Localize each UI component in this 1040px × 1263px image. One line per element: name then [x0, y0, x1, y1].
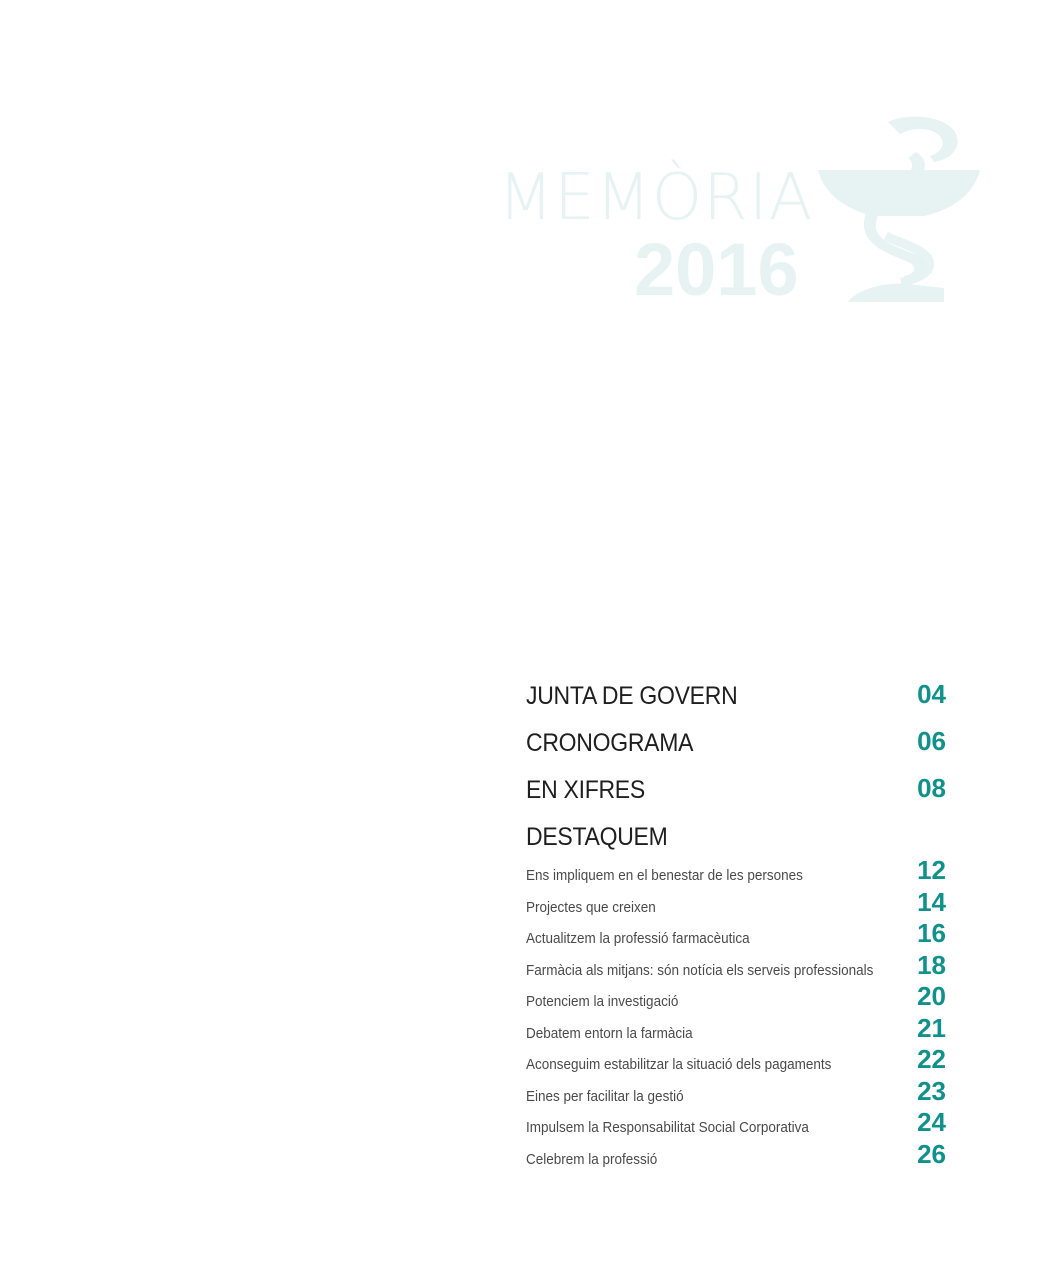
toc-entry-label: EN XIFRES — [526, 776, 645, 804]
toc-sub-entry-page: 24 — [917, 1107, 946, 1137]
toc-sub-entry-label: Impulsem la Responsabilitat Social Corporativa — [526, 1119, 809, 1136]
toc-sub-entry[interactable] — [526, 949, 946, 984]
toc-sub-entry-page: 18 — [917, 949, 946, 980]
toc-entry-en-xifres[interactable] — [526, 766, 946, 813]
toc-entry-label: CRONOGRAMA — [526, 729, 694, 757]
table-of-contents — [526, 672, 946, 1172]
toc-section-destaquem — [526, 813, 946, 857]
toc-sub-entry[interactable] — [526, 886, 946, 921]
toc-sub-entry-label: Ens impliquem en el benestar de les persones — [526, 867, 803, 884]
toc-sub-entry[interactable] — [526, 1012, 946, 1047]
toc-sub-entry-label: Projectes que creixen — [526, 898, 656, 916]
toc-sub-entry[interactable] — [526, 857, 946, 889]
toc-sub-entry-label: Eines per facilitar la gestió — [526, 1087, 684, 1105]
toc-sub-entry-page: 16 — [917, 918, 946, 948]
toc-entry-cronograma[interactable] — [526, 719, 946, 766]
title-memoria: MEMÒRIA — [498, 161, 814, 235]
toc-sub-entry-page: 26 — [917, 1138, 946, 1169]
toc-sub-entry-page: 21 — [917, 1012, 946, 1043]
toc-sub-entry-label: Celebrem la professió — [526, 1150, 658, 1168]
toc-sub-entry[interactable] — [526, 983, 946, 1015]
title-year: 2016 — [634, 228, 799, 311]
toc-sub-entry-page: 23 — [917, 1075, 946, 1106]
toc-sub-entry-page: 14 — [917, 886, 946, 917]
toc-sub-entry-label: Potenciem la investigació — [526, 993, 679, 1010]
toc-sub-entry-label: Debatem entorn la farmàcia — [526, 1024, 693, 1042]
toc-entry-page: 08 — [917, 773, 946, 803]
toc-sub-entry-page: 12 — [917, 855, 946, 885]
toc-sub-entry-label: Aconseguim estabilitzar la situació dels pagaments — [526, 1056, 832, 1073]
toc-sub-list — [526, 857, 946, 1172]
bowl-of-hygieia-icon — [818, 112, 980, 302]
toc-sub-entry-page: 22 — [917, 1044, 946, 1074]
toc-sub-entry[interactable] — [526, 920, 946, 952]
toc-entry-page: 06 — [917, 726, 946, 756]
toc-sub-entry[interactable] — [526, 1138, 946, 1173]
toc-sub-entry[interactable] — [526, 1075, 946, 1110]
toc-sub-entry-page: 20 — [917, 981, 946, 1011]
toc-sub-entry-label: Farmàcia als mitjans: són notícia els serveis professionals — [526, 961, 874, 979]
toc-sub-entry-label: Actualitzem la professió farmacèutica — [526, 930, 750, 947]
toc-sub-entry[interactable] — [526, 1109, 946, 1141]
toc-sub-entry[interactable] — [526, 1046, 946, 1078]
toc-entry-label: JUNTA DE GOVERN — [526, 682, 738, 710]
toc-section-label: DESTAQUEM — [526, 823, 668, 851]
toc-entry-junta-de-govern[interactable] — [526, 672, 946, 719]
toc-entry-page: 04 — [917, 679, 946, 709]
